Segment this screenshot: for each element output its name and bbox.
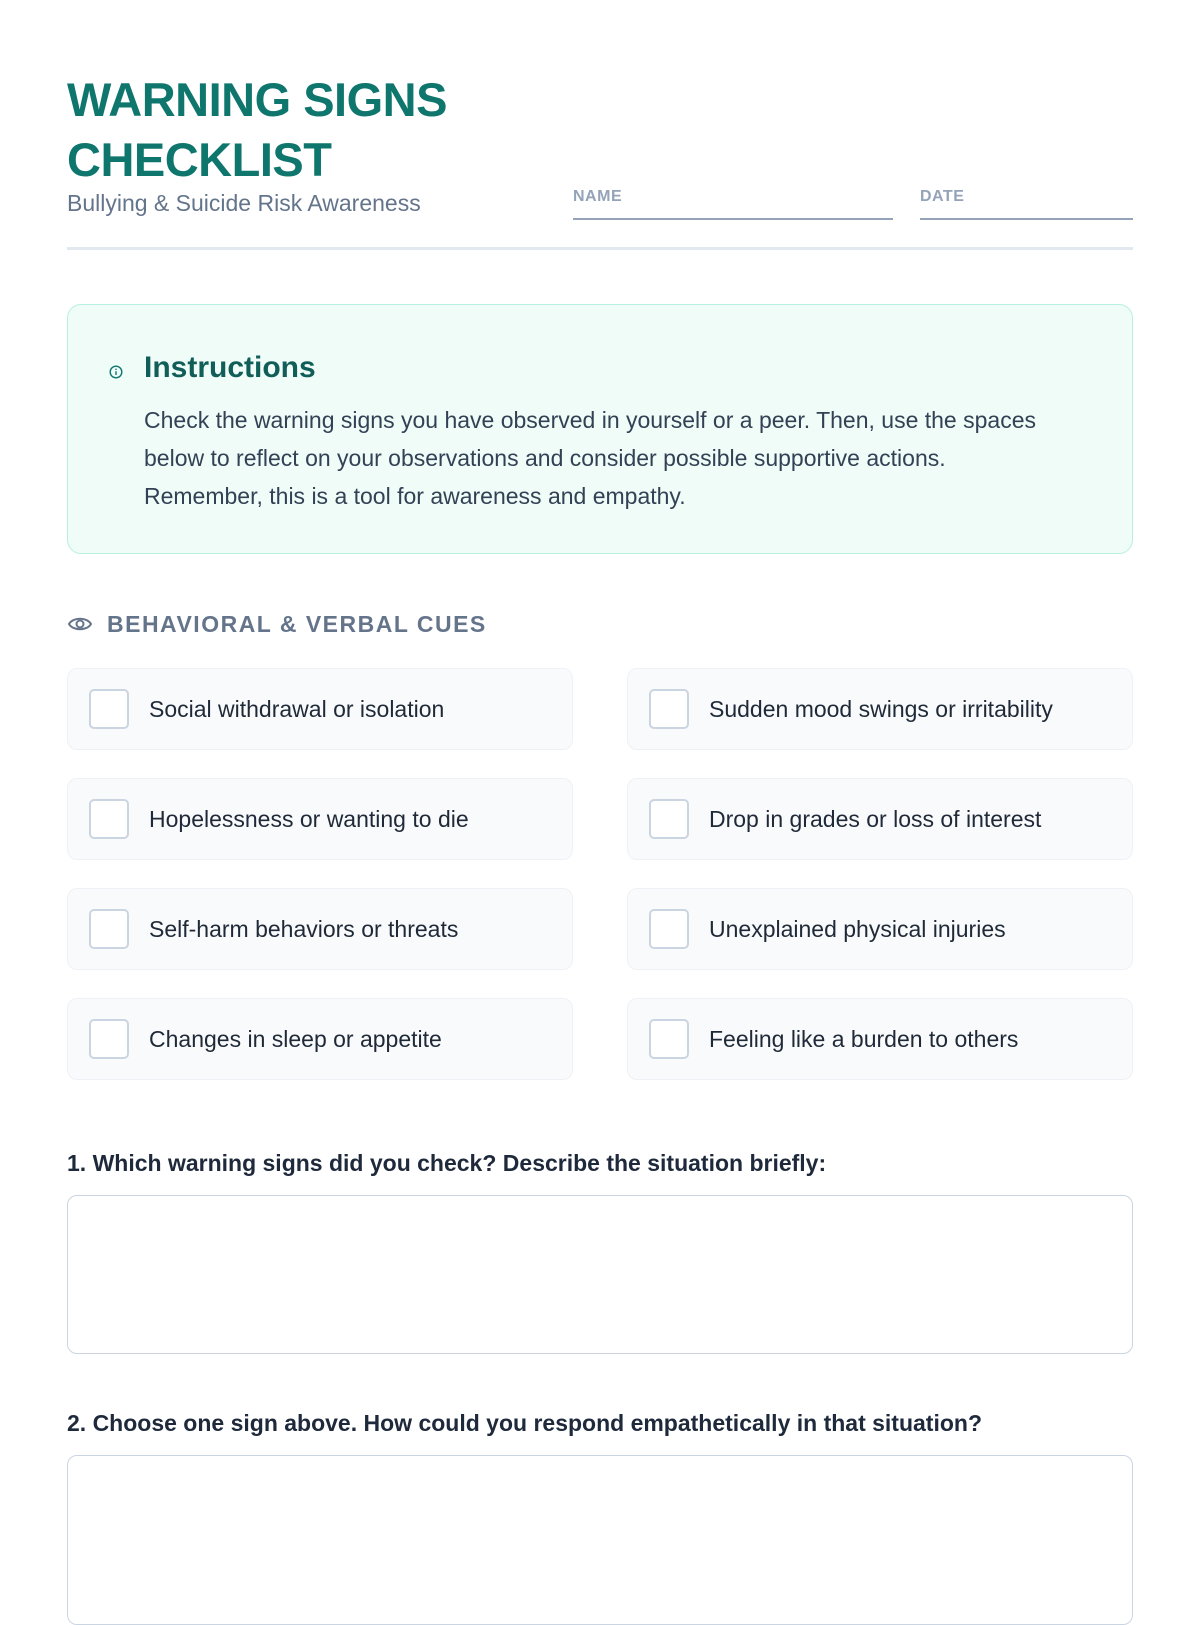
instructions-body: Check the warning signs you have observed in yourself or a peer. Then, use the spaces below to reflect on your observations and consider possible supportive actions. Remember, this is a tool for awareness and empathy. (144, 407, 1036, 509)
eye-icon (67, 614, 93, 634)
checklist-item-label: Drop in grades or loss of interest (709, 805, 1042, 832)
question-1-answer[interactable] (67, 1195, 1133, 1354)
checkbox[interactable] (649, 689, 689, 729)
checklist-item[interactable] (627, 778, 1133, 860)
checklist-item[interactable] (627, 888, 1133, 970)
checkbox[interactable] (649, 799, 689, 839)
checklist-item-label: Social withdrawal or isolation (149, 695, 445, 722)
date-label: DATE (920, 188, 965, 205)
checklist-item[interactable] (67, 998, 573, 1080)
checklist-item-label: Hopelessness or wanting to die (149, 805, 469, 832)
checklist-item[interactable] (627, 668, 1133, 750)
warning-signs-checklist (67, 668, 1133, 1080)
checkbox[interactable] (649, 1019, 689, 1059)
question-2-prompt: 2. Choose one sign above. How could you respond empathetically in that situation? (67, 1410, 983, 1436)
checklist-item[interactable] (67, 778, 573, 860)
worksheet-header (67, 0, 1133, 250)
section-title: BEHAVIORAL & VERBAL CUES (107, 610, 487, 637)
instructions-title: Instructions (144, 351, 316, 384)
section-heading (67, 608, 487, 640)
checklist-item-label: Self-harm behaviors or threats (149, 915, 459, 942)
name-field[interactable] (573, 188, 893, 220)
page-title (67, 70, 447, 190)
checkbox[interactable] (89, 1019, 129, 1059)
title-line-2: CHECKLIST (67, 133, 332, 186)
instructions-box (67, 304, 1133, 554)
date-field[interactable] (920, 188, 1133, 220)
checklist-item-label: Changes in sleep or appetite (149, 1025, 442, 1052)
page-subtitle: Bullying & Suicide Risk Awareness (67, 190, 421, 216)
checklist-item-label: Feeling like a burden to others (709, 1025, 1019, 1052)
checklist-item[interactable] (67, 668, 573, 750)
question-1-prompt: 1. Which warning signs did you check? Describe the situation briefly: (67, 1150, 827, 1176)
checklist-item[interactable] (627, 998, 1133, 1080)
checkbox[interactable] (89, 689, 129, 729)
checklist-item[interactable] (67, 888, 573, 970)
checkbox[interactable] (649, 909, 689, 949)
title-line-1: WARNING SIGNS (67, 73, 447, 126)
checklist-item-label: Sudden mood swings or irritability (709, 695, 1053, 722)
info-icon (109, 365, 123, 379)
checkbox[interactable] (89, 909, 129, 949)
name-label: NAME (573, 188, 623, 205)
checkbox[interactable] (89, 799, 129, 839)
checklist-item-label: Unexplained physical injuries (709, 915, 1006, 942)
